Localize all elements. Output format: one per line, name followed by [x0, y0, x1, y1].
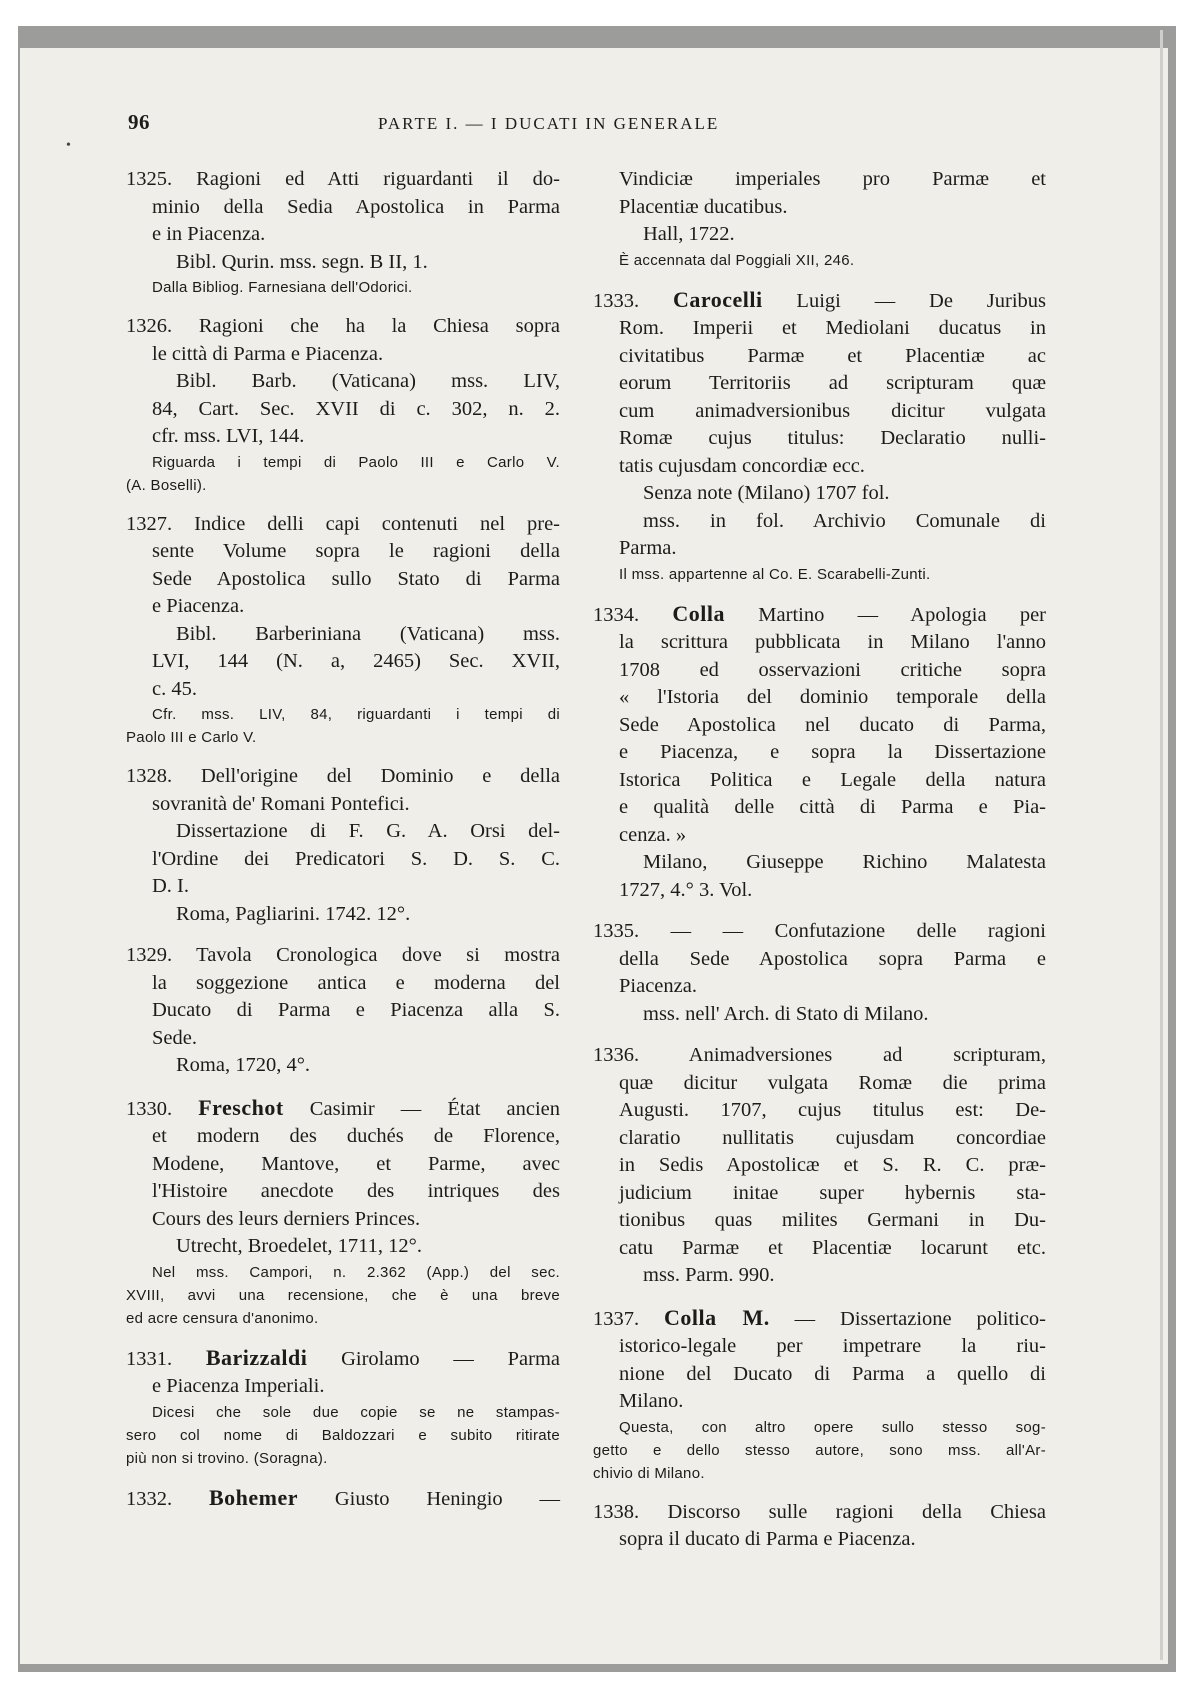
- entry-note: Dicesi che sole due copie se ne stampas-: [152, 1403, 560, 1421]
- entry-line: della Sede Apostolica sopra Parma e: [619, 947, 1046, 970]
- entry-line: Augusti. 1707, cujus titulus est: De-: [619, 1099, 1046, 1121]
- entry-line: Istorica Politica e Legale della natura: [619, 768, 1046, 791]
- entry-line: [126, 1484, 560, 1514]
- entry-location: Bibl. Barb. (Vaticana) mss. LIV,: [176, 370, 560, 392]
- entry-line: catu Parmæ et Placentiæ locarunt etc.: [619, 1236, 1046, 1259]
- entry-line: 1335. — — Confutazione delle ragioni: [593, 920, 1046, 942]
- entry-line: 1325. Ragioni ed Atti riguardanti il do-: [126, 168, 560, 190]
- entry-line: in Sedis Apostolicæ et S. R. C. præ-: [619, 1154, 1046, 1176]
- entry-1331: [126, 1344, 560, 1470]
- entry-line: [593, 600, 1046, 630]
- entry-line: Romæ cujus titulus: Declaratio nulli-: [619, 427, 1046, 449]
- entry-line: Sede.: [152, 1026, 197, 1049]
- entry-location: mss. nell' Arch. di Stato di Milano.: [643, 1002, 929, 1025]
- entry-1329: [126, 942, 560, 1080]
- page-number: 96: [128, 110, 150, 134]
- entry-title: Martino — Apologia per: [725, 603, 1047, 626]
- entry-line: 84, Cart. Sec. XVII di c. 302, n. 2.: [152, 397, 560, 420]
- entry-note: Il mss. appartenne al Co. E. Scarabelli-Zunti.: [619, 565, 931, 583]
- entry-note: Riguarda i tempi di Paolo III e Carlo V.: [152, 453, 560, 471]
- entry-imprint: Utrecht, Broedelet, 1711, 12°.: [176, 1235, 422, 1257]
- entry-line: Parma.: [619, 537, 677, 559]
- entry-author: Bohemer: [208, 1484, 298, 1510]
- entry-1328: [126, 763, 560, 928]
- entry-line: quæ dicitur vulgata Romæ die prima: [619, 1071, 1046, 1094]
- entry-1333: [593, 286, 1046, 586]
- entry-line: sente Volume sopra le ragioni della: [152, 540, 560, 562]
- entry-number: 1331.: [126, 1347, 206, 1370]
- entry-line: [593, 1304, 1046, 1334]
- entry-number: 1337.: [593, 1307, 665, 1330]
- entry-line: tionibus quas milites Germani in Du-: [619, 1209, 1046, 1231]
- entry-line: 1708 ed osservazioni critiche sopra: [619, 658, 1046, 681]
- entry-1336: [593, 1042, 1046, 1290]
- entry-note: È accennata dal Poggiali XII, 246.: [619, 251, 855, 269]
- entry-line: la soggezione antica e moderna del: [152, 971, 560, 994]
- entry-line: e Piacenza Imperiali.: [152, 1375, 325, 1397]
- entry-author: Colla M.: [664, 1304, 770, 1330]
- entry-line: judicium initae super hybernis sta-: [619, 1181, 1046, 1204]
- entry-line: l'Ordine dei Predicatori S. D. S. C.: [152, 847, 560, 870]
- entry-note: (A. Boselli).: [126, 476, 207, 494]
- entry-line: 1338. Discorso sulle ragioni della Chiesa: [593, 1500, 1046, 1523]
- entry-line: istorico-legale per impetrare la riu-: [619, 1335, 1046, 1357]
- entry-title: — Dissertazione politico-: [769, 1307, 1046, 1330]
- entry-line: eorum Territoriis ad scripturam quæ: [619, 372, 1046, 394]
- entry-line: LVI, 144 (N. a, 2465) Sec. XVII,: [152, 650, 560, 672]
- entry-line: 1328. Dell'origine del Dominio e della: [126, 765, 560, 787]
- entry-location: mss. Parm. 990.: [643, 1264, 775, 1286]
- entry-imprint: Milano, Giuseppe Richino Malatesta: [643, 851, 1046, 873]
- entry-line: Dissertazione di F. G. A. Orsi del-: [176, 820, 560, 842]
- entry-line: 1329. Tavola Cronologica dove si mostra: [126, 944, 560, 966]
- entry-line: sovranità de' Romani Pontefici.: [152, 792, 410, 815]
- entry-1332-continued: [593, 166, 1046, 272]
- entry-location: Bibl. Qurin. mss. segn. B II, 1.: [176, 250, 428, 273]
- entry-note: sero col nome di Baldozzari e subito ritirate: [126, 1426, 560, 1444]
- entry-number: 1332.: [126, 1487, 209, 1510]
- entry-note: ed acre censura d'anonimo.: [126, 1309, 319, 1327]
- entry-1338: [593, 1499, 1046, 1554]
- left-column: [126, 166, 560, 1527]
- entry-line: tatis cujusdam concordiæ ecc.: [619, 454, 865, 477]
- entry-line: Ducato di Parma e Piacenza alla S.: [152, 999, 560, 1021]
- entry-note: Paolo III e Carlo V.: [126, 729, 257, 746]
- entry-location: Bibl. Barberiniana (Vaticana) mss.: [176, 622, 560, 645]
- entry-line: c. 45.: [152, 677, 197, 700]
- entry-line: [126, 1094, 560, 1124]
- entry-line: l'Histoire anecdote des intriques des: [152, 1180, 560, 1202]
- entry-line: Placentiæ ducatibus.: [619, 195, 788, 218]
- entry-line: nione del Ducato di Parma a quello di: [619, 1362, 1046, 1385]
- entry-line: Milano.: [619, 1390, 684, 1412]
- entry-note: Dalla Bibliog. Farnesiana dell'Odorici.: [152, 279, 413, 296]
- entry-line: 1336. Animadversiones ad scripturam,: [593, 1044, 1046, 1066]
- entry-note: XVIII, avvi una recensione, che è una breve: [126, 1286, 560, 1304]
- entry-line: 1327. Indice delli capi contenuti nel pre-: [126, 512, 560, 535]
- entry-1337: [593, 1304, 1046, 1485]
- entry-imprint: Roma, 1720, 4°.: [176, 1054, 311, 1076]
- entry-author: Freschot: [198, 1094, 284, 1120]
- entry-location: mss. in fol. Archivio Comunale di: [643, 509, 1046, 532]
- entry-number: 1330.: [126, 1097, 199, 1120]
- entry-line: et modern des duchés de Florence,: [152, 1125, 560, 1147]
- running-head: PARTE I. — I DUCATI IN GENERALE: [378, 114, 720, 133]
- entry-line: e Piacenza, e sopra la Dissertazione: [619, 741, 1046, 763]
- entry-line: Piacenza.: [619, 975, 697, 997]
- entry-1332: [126, 1484, 560, 1514]
- entry-number: 1334.: [593, 603, 673, 626]
- entry-author: Carocelli: [672, 286, 763, 312]
- entry-line: Rom. Imperii et Mediolani ducatus in: [619, 317, 1046, 339]
- entry-line: Cours des leurs derniers Princes.: [152, 1207, 421, 1230]
- entry-line: Vindiciæ imperiales pro Parmæ et: [619, 168, 1046, 190]
- entry-1325: [126, 166, 560, 299]
- entry-1330: [126, 1094, 560, 1330]
- entry-line: le città di Parma e Piacenza.: [152, 342, 384, 365]
- entry-line: [593, 286, 1046, 316]
- entry-note: Questa, con altro opere sullo stesso sog-: [619, 1418, 1046, 1436]
- entry-imprint: Hall, 1722.: [643, 223, 735, 245]
- entry-line: e Piacenza.: [152, 595, 245, 617]
- entry-line: D. I.: [152, 875, 190, 897]
- entry-line: civitatibus Parmæ et Placentiæ ac: [619, 344, 1046, 367]
- entry-note: chivio di Milano.: [593, 1464, 705, 1482]
- entry-line: « l'Istoria del dominio temporale della: [619, 686, 1046, 708]
- entry-line: la scrittura pubblicata in Milano l'anno: [619, 631, 1046, 653]
- entry-line: cenza. »: [619, 823, 687, 846]
- entry-1334: [593, 600, 1046, 905]
- entry-note: Nel mss. Campori, n. 2.362 (App.) del sec.: [152, 1263, 560, 1281]
- entry-line: [126, 1344, 560, 1374]
- entry-imprint: Roma, Pagliarini. 1742. 12°.: [176, 902, 411, 925]
- entry-line: cum animadversionibus dicitur vulgata: [619, 399, 1046, 422]
- entry-number: 1333.: [593, 289, 673, 312]
- entry-line: claratio nullitatis cujusdam concordiae: [619, 1126, 1046, 1149]
- entry-1327: [126, 511, 560, 750]
- entry-line: e in Piacenza.: [152, 223, 266, 245]
- entry-author: Barizzaldi: [205, 1344, 308, 1370]
- entry-line: 1326. Ragioni che ha la Chiesa sopra: [126, 315, 560, 337]
- right-column: [593, 166, 1046, 1568]
- entry-imprint: Senza note (Milano) 1707 fol.: [643, 482, 890, 504]
- entry-line: 1727, 4.° 3. Vol.: [619, 878, 753, 901]
- entry-line: cfr. mss. LVI, 144.: [152, 425, 305, 447]
- entry-author: Colla: [672, 600, 726, 626]
- entry-1326: [126, 313, 560, 497]
- margin-mark: •: [66, 138, 71, 153]
- entry-title: Girolamo — Parma: [307, 1347, 560, 1370]
- entry-title: Casimir — État ancien: [283, 1097, 561, 1120]
- entry-1335: [593, 918, 1046, 1028]
- entry-title: Giusto Heningio —: [298, 1487, 560, 1510]
- entry-note: più non si trovino. (Soragna).: [126, 1449, 328, 1467]
- entry-title: Luigi — De Juribus: [762, 289, 1047, 312]
- entry-line: Sede Apostolica sullo Stato di Parma: [152, 567, 560, 590]
- entry-line: sopra il ducato di Parma e Piacenza.: [619, 1528, 916, 1550]
- entry-line: e qualità delle città di Parma e Pia-: [619, 796, 1046, 818]
- entry-note: Cfr. mss. LIV, 84, riguardanti i tempi di: [152, 706, 560, 723]
- entry-line: Modene, Mantove, et Parme, avec: [152, 1152, 560, 1175]
- page-edge: [1160, 30, 1163, 1660]
- entry-line: minio della Sedia Apostolica in Parma: [152, 195, 560, 218]
- entry-line: Sede Apostolica nel ducato di Parma,: [619, 713, 1046, 736]
- entry-note: getto e dello stesso autore, sono mss. all'Ar-: [593, 1441, 1046, 1459]
